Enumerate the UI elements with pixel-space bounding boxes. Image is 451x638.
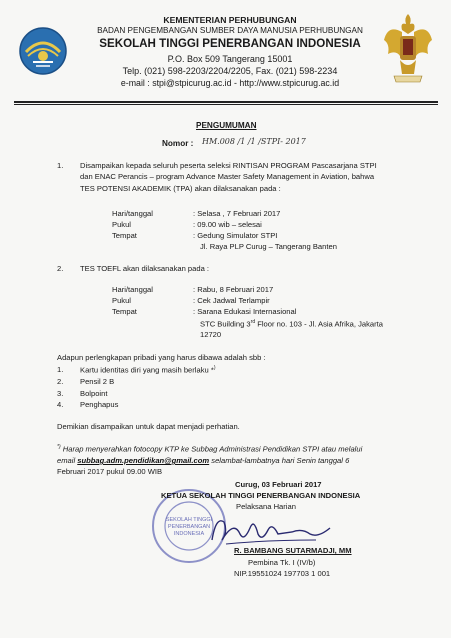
equipment-item-1: Kartu identitas diri yang masih berlaku *)	[80, 365, 216, 375]
item1-line2: dan ENAC Perancis – program Advance Master Safety Management in Aviation, bahwa	[80, 172, 375, 181]
page-title: PENGUMUMAN	[196, 121, 257, 130]
item1-date-label: Hari/tanggal	[112, 209, 153, 218]
school-name: SEKOLAH TINGGI PENERBANGAN INDONESIA	[99, 37, 361, 50]
item1-line3: TES POTENSI AKADEMIK (TPA) akan dilaksanakan pada :	[80, 184, 281, 193]
item2-time-value: : Cek Jadwal Terlampir	[193, 296, 270, 305]
handwritten-signature-icon	[206, 510, 336, 550]
nomor-label: Nomor :	[162, 139, 194, 148]
item2-place-line2: STC Building 3rd Floor no. 103 - Jl. Asia Afrika, Jakarta	[200, 319, 383, 329]
signature-acting: Pelaksana Harian	[236, 502, 296, 511]
phone-line: Telp. (021) 598-2203/2204/2205, Fax. (021) 598-2234	[122, 66, 338, 76]
equipment-intro: Adapun perlengkapan pribadi yang harus dibawa adalah sbb :	[57, 353, 266, 362]
signature-place-date: Curug, 03 Februari 2017	[235, 480, 322, 489]
ministry-name: KEMENTERIAN PERHUBUNGAN	[163, 15, 297, 25]
equipment-num-4: 4.	[57, 400, 64, 409]
item2-line1: TES TOEFL akan dilaksanakan pada :	[80, 264, 210, 273]
note-line2: email subbag.adm.pendidikan@gmail.com selambat-lambatnya hari Senin tanggal 6	[57, 456, 350, 465]
item2-place-label: Tempat	[112, 307, 137, 316]
address-line: P.O. Box 509 Tangerang 15001	[167, 54, 293, 64]
equipment-num-3: 3.	[57, 389, 64, 398]
note-line1: *) Harap menyerahkan fotocopy KTP ke Subbag Administrasi Pendidikan STPI atau melalui	[57, 444, 363, 454]
item2-time-label: Pukul	[112, 296, 131, 305]
item1-time-value: : 09.00 wib – selesai	[193, 220, 262, 229]
signatory-name: R. BAMBANG SUTARMADJI, MM	[234, 546, 352, 555]
item2-place-value: : Sarana Edukasi Internasional	[193, 307, 297, 316]
item1-place-label: Tempat	[112, 231, 137, 240]
note-email-link[interactable]: subbag.adm.pendidikan@gmail.com	[77, 456, 210, 465]
item1-line1: Disampaikan kepada seluruh peserta seleksi RINTISAN PROGRAM Pascasarjana STPI	[80, 161, 377, 170]
signature-position: KETUA SEKOLAH TINGGI PENERBANGAN INDONESIA	[161, 491, 361, 500]
item2-number: 2.	[57, 264, 64, 273]
signatory-nip: NIP.19551024 197703 1 001	[234, 569, 331, 578]
agency-name: BADAN PENGEMBANGAN SUMBER DAYA MANUSIA PERHUBUNGAN	[97, 26, 363, 35]
item1-number: 1.	[57, 161, 64, 170]
item1-place-value: : Gedung Simulator STPI	[193, 231, 278, 240]
nomor-value: HM.008 /1 /1 /STPI- 2017	[202, 137, 306, 146]
closing-text: Demikian disampaikan untuk dapat menjadi perhatian.	[57, 422, 240, 431]
equipment-item-2: Pensil 2 B	[80, 377, 115, 386]
equipment-item-3: Bolpoint	[80, 389, 108, 398]
signatory-rank: Pembina Tk. I (IV/b)	[248, 558, 316, 567]
stamp-inner-3: INDONESIA	[173, 531, 205, 537]
equipment-num-1: 1.	[57, 365, 64, 374]
contact-line: e-mail : stpi@stpicurug.ac.id - http://www.stpicurug.ac.id	[120, 78, 340, 88]
item1-place-line2: Jl. Raya PLP Curug – Tangerang Banten	[200, 242, 337, 251]
item2-date-label: Hari/tanggal	[112, 285, 153, 294]
stamp-inner-1: SEKOLAH TINGGI	[165, 517, 213, 523]
header-divider	[14, 101, 438, 103]
item2-date-value: : Rabu, 8 Februari 2017	[193, 285, 274, 294]
header-divider-thin	[14, 104, 438, 105]
equipment-num-2: 2.	[57, 377, 64, 386]
item1-date-value: : Selasa , 7 Februari 2017	[193, 209, 281, 218]
stamp-inner-2: PENERBANGAN	[167, 524, 211, 530]
equipment-item-4: Penghapus	[80, 400, 119, 409]
item1-time-label: Pukul	[112, 220, 131, 229]
item2-place-line3: 12720	[200, 330, 222, 339]
note-line3: Februari 2017 pukul 09.00 WIB	[57, 467, 163, 476]
